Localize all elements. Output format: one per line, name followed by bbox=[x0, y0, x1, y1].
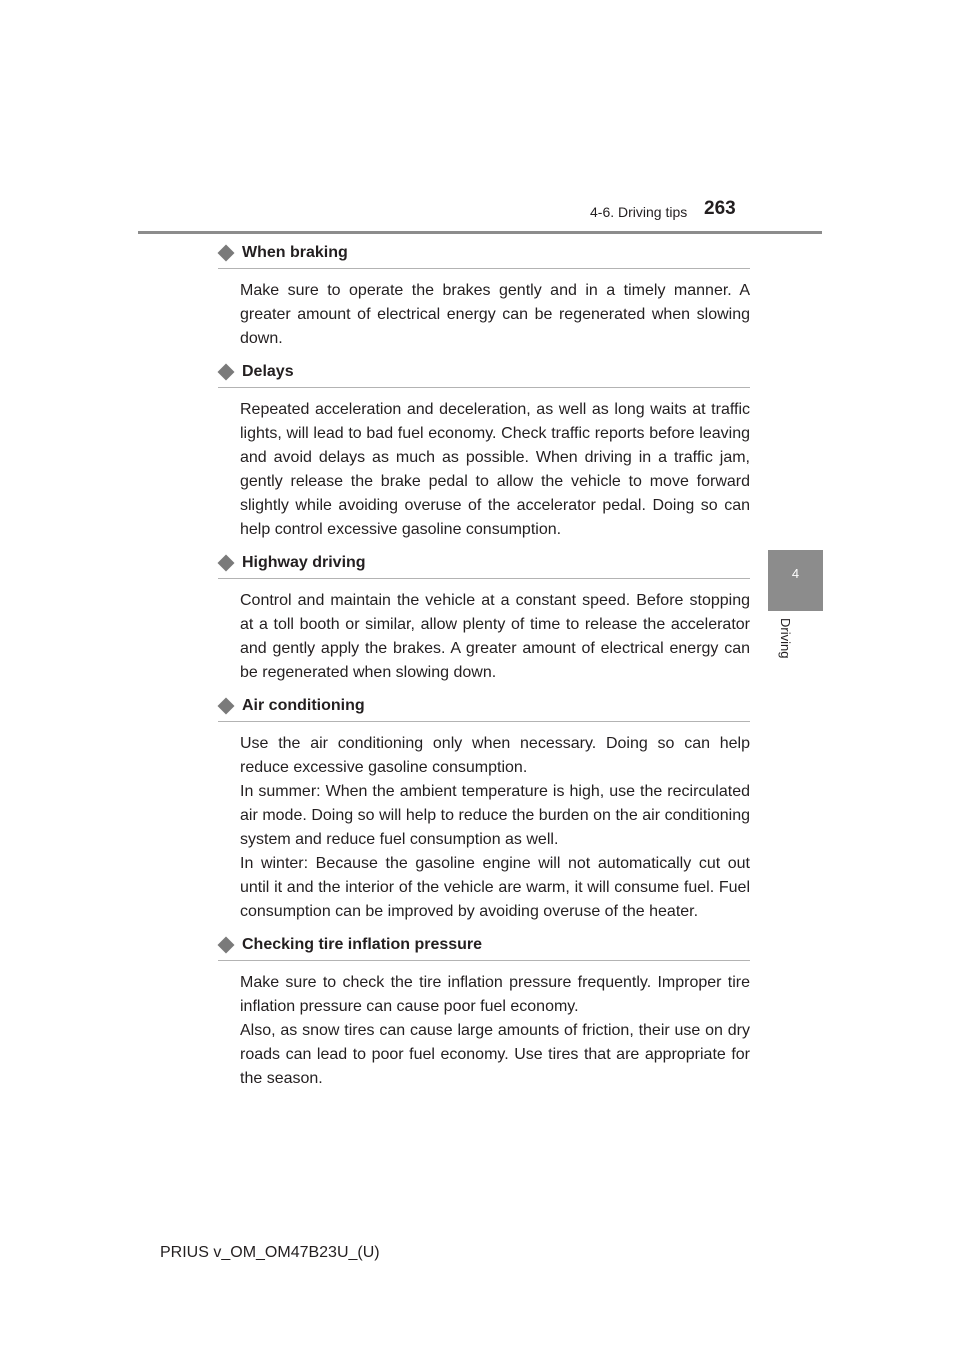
section-heading-text: Highway driving bbox=[242, 554, 366, 571]
section-delays bbox=[218, 359, 750, 542]
chapter-tab-number: 4 bbox=[791, 566, 800, 581]
header-rule bbox=[138, 231, 822, 234]
diamond-bullet-icon bbox=[218, 555, 235, 572]
section-heading-text: Delays bbox=[242, 363, 294, 380]
section-heading bbox=[218, 693, 750, 722]
paragraph: Use the air conditioning only when necessary. Doing so can help reduce excessive gasoline consumption. bbox=[240, 735, 750, 776]
section-heading bbox=[218, 240, 750, 269]
section-body bbox=[240, 732, 750, 924]
paragraph: Make sure to check the tire inflation pressure frequently. Improper tire inflation pressure can cause poor fuel economy. bbox=[240, 974, 750, 1015]
section-tire-pressure bbox=[218, 932, 750, 1091]
chapter-tab-label: Driving bbox=[778, 618, 793, 659]
page-content bbox=[218, 240, 750, 1091]
section-highway-driving bbox=[218, 550, 750, 685]
section-air-conditioning bbox=[218, 693, 750, 924]
header-section-title: 4-6. Driving tips bbox=[590, 204, 688, 220]
paragraph: Control and maintain the vehicle at a constant speed. Before stopping at a toll booth or similar, allow plenty of time to release the accelerator and gently apply the brakes. A greater amount of electrical energy can be regenerated when slowing down. bbox=[240, 592, 750, 681]
section-body bbox=[240, 398, 750, 542]
page-number: 263 bbox=[704, 198, 736, 219]
paragraph: In summer: When the ambient temperature is high, use the recirculated air mode. Doing so will help to reduce the burden on the air conditioning system and reduce fuel consumption as well. bbox=[240, 783, 750, 848]
section-body bbox=[240, 589, 750, 685]
section-heading-text: When braking bbox=[242, 244, 348, 261]
paragraph: In winter: Because the gasoline engine will not automatically cut out until it and the interior of the vehicle are warm, it will consume fuel. Fuel consumption can be improved by avoiding overuse of the heater. bbox=[240, 855, 750, 920]
section-heading bbox=[218, 550, 750, 579]
section-heading-text: Checking tire inflation pressure bbox=[242, 936, 483, 953]
diamond-bullet-icon bbox=[218, 245, 235, 262]
paragraph: Also, as snow tires can cause large amounts of friction, their use on dry roads can lead to poor fuel economy. Use tires that are appropriate for the season. bbox=[240, 1022, 750, 1087]
paragraph: Make sure to operate the brakes gently and in a timely manner. A greater amount of electrical energy can be regenerated when slowing down. bbox=[240, 282, 750, 347]
diamond-bullet-icon bbox=[218, 698, 235, 715]
diamond-bullet-icon bbox=[218, 364, 235, 381]
section-body bbox=[240, 971, 750, 1091]
paragraph: Repeated acceleration and deceleration, as well as long waits at traffic lights, will lead to bad fuel economy. Check traffic reports before leaving and avoid delays as much as possible. When driving in a traffic jam, gently release the brake pedal to allow the vehicle to move forward slightly while avoiding overuse of the accelerator pedal. Doing so can help control excessive gasoline consumption. bbox=[240, 401, 750, 538]
section-heading bbox=[218, 359, 750, 388]
section-when-braking bbox=[218, 240, 750, 351]
footer-document-code: PRIUS v_OM_OM47B23U_(U) bbox=[160, 1244, 380, 1261]
section-heading bbox=[218, 932, 750, 961]
section-heading-text: Air conditioning bbox=[242, 697, 365, 714]
section-body bbox=[240, 279, 750, 351]
diamond-bullet-icon bbox=[218, 937, 235, 954]
